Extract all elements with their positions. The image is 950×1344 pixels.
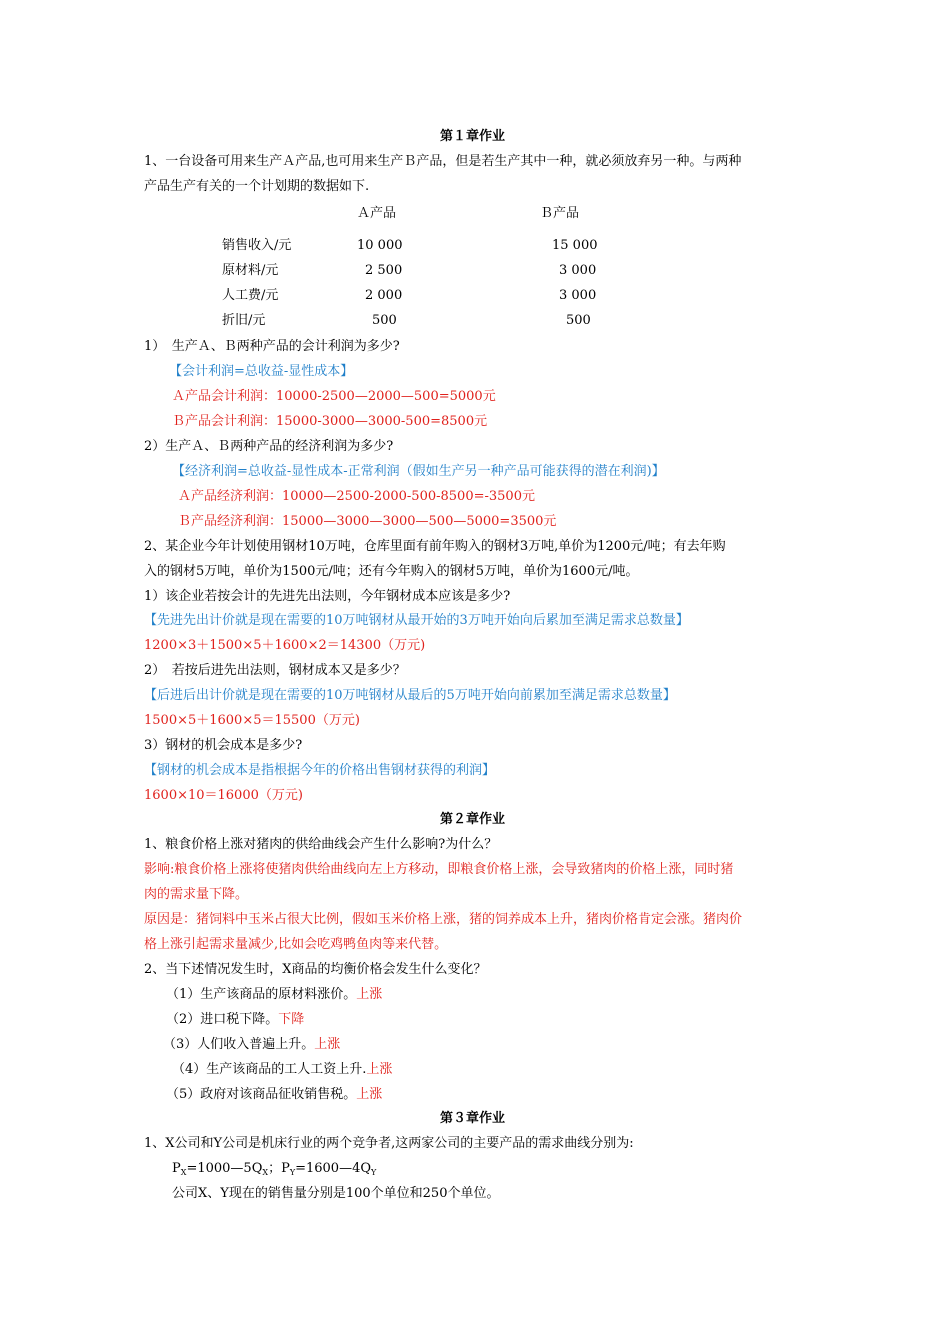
opportunity-cost-note: 【钢材的机会成本是指根据今年的价格出售钢材获得的利润】 (144, 763, 496, 778)
ch1-q2-line2: 入的钢材5万吨，单价为1500元/吨；还有今年购入的钢材5万吨，单价为1600元/吨。 (144, 564, 639, 579)
ch1-q2-line1: 2、某企业今年计划使用钢材10万吨，仓库里面有前年购入的钢材3万吨,单价为1200元/吨；有去年购 (144, 539, 726, 554)
demand-curves-formula: $P_X=1000—5Q_X$；$P_Y=1600—4Q_Y$ (172, 1161, 377, 1177)
ch2-reason-line2: 格上涨引起需求量减少,比如会吃鸡鸭鱼肉等来代替。 (144, 937, 448, 952)
lifo-note: 【后进后出计价就是现在需要的10万吨钢材从最后的5万吨开始向前累加至满足需求总数量】 (144, 688, 676, 703)
list-item: （4）生产该商品的工人工资上升.上涨 (172, 1062, 393, 1077)
chapter-1-title: 第１章作业 (440, 129, 506, 144)
chapter-2-title: 第２章作业 (440, 812, 506, 827)
table-cell-a: 10 000 (357, 238, 403, 253)
ch1-q2-sub3: 3）钢材的机会成本是多少? (144, 738, 303, 753)
ch2-q1: 1、粮食价格上涨对猪肉的供给曲线会产生什么影响?为什么？ (144, 837, 498, 852)
table-header-a: Ａ产品 (357, 206, 397, 221)
table-header-b: Ｂ产品 (540, 206, 580, 221)
opportunity-cost-answer: 1600×10＝16000（万元) (144, 788, 303, 803)
list-item: （5）政府对该商品征收销售税。上涨 (166, 1087, 383, 1102)
product-b-accounting-profit: Ｂ产品会计利润：15000-3000—3000-500=8500元 (172, 414, 488, 429)
answer: 上涨 (314, 1037, 341, 1052)
ch1-q2-sub1: 1）该企业若按会计的先进先出法则，今年钢材成本应该是多少? (144, 589, 511, 604)
ch3-sales-volume: 公司X、Y现在的销售量分别是100个单位和250个单位。 (172, 1186, 500, 1201)
list-item: （2）进口税下降。下降 (166, 1012, 305, 1027)
table-row-label: 销售收入/元 (222, 238, 292, 253)
table-cell-b: 15 000 (552, 238, 598, 253)
ch2-impact-line1: 影响:粮食价格上涨将使猪肉供给曲线向左上方移动，即粮食价格上涨，会导致猪肉的价格上涨，同时猪 (144, 862, 734, 877)
table-row-label: 原材料/元 (222, 263, 279, 278)
ch2-q2: 2、当下述情况发生时，X商品的均衡价格会发生什么变化？ (144, 962, 487, 977)
ch1-q1-sub2: 2）生产Ａ、Ｂ两种产品的经济利润为多少? (144, 439, 394, 454)
fifo-note: 【先进先出计价就是现在需要的10万吨钢材从最开始的3万吨开始向后累加至满足需求总数量】 (144, 613, 689, 628)
product-a-economic-profit: Ａ产品经济利润：10000—2500-2000-500-8500=-3500元 (178, 489, 535, 504)
table-row-label: 折旧/元 (222, 313, 266, 328)
answer: 上涨 (356, 987, 383, 1002)
table-cell-b: 3 000 (559, 263, 597, 278)
table-cell-a: 2 000 (365, 288, 403, 303)
ch1-q1-line1: 1、一台设备可用来生产Ａ产品,也可用来生产Ｂ产品，但是若生产其中一种，就必须放弃另一种。与两种 (144, 154, 742, 169)
ch1-q1-sub1: 1） 生产Ａ、Ｂ两种产品的会计利润为多少? (144, 339, 400, 354)
answer: 上涨 (356, 1087, 383, 1102)
list-item: （1）生产该商品的原材料涨价。上涨 (166, 987, 383, 1002)
lifo-answer: 1500×5＋1600×5＝15500（万元) (144, 713, 360, 728)
fifo-answer: 1200×3＋1500×5＋1600×2＝14300（万元) (144, 638, 426, 653)
product-b-economic-profit: Ｂ产品经济利润：15000—3000—3000—500—5000=3500元 (178, 514, 557, 529)
ch2-impact-line2: 肉的需求量下降。 (144, 887, 249, 902)
answer: 下降 (278, 1012, 305, 1027)
ch1-q1-line2: 产品生产有关的一个计划期的数据如下. (144, 179, 370, 194)
table-cell-b: 500 (566, 313, 591, 328)
table-cell-a: 500 (372, 313, 397, 328)
ch2-reason-line1: 原因是：猪饲料中玉米占很大比例，假如玉米价格上涨，猪的饲养成本上升，猪肉价格肯定会涨。猪肉价 (144, 912, 743, 927)
table-cell-a: 2 500 (365, 263, 403, 278)
list-item: （3）人们收入普遍上升。上涨 (163, 1037, 341, 1052)
table-row-label: 人工费/元 (222, 288, 279, 303)
accounting-profit-formula: 【会计利润=总收益-显性成本】 (169, 364, 354, 379)
ch1-q2-sub2: 2） 若按后进先出法则，钢材成本又是多少？ (144, 663, 406, 678)
ch3-q1: 1、X公司和Y公司是机床行业的两个竞争者,这两家公司的主要产品的需求曲线分别为: (144, 1136, 634, 1151)
product-a-accounting-profit: Ａ产品会计利润：10000-2500—2000—500=5000元 (172, 389, 496, 404)
table-cell-b: 3 000 (559, 288, 597, 303)
answer: 上涨 (366, 1062, 393, 1077)
chapter-3-title: 第３章作业 (440, 1111, 506, 1126)
economic-profit-formula: 【经济利润=总收益-显性成本-正常利润（假如生产另一种产品可能获得的潜在利润)】 (172, 464, 665, 479)
